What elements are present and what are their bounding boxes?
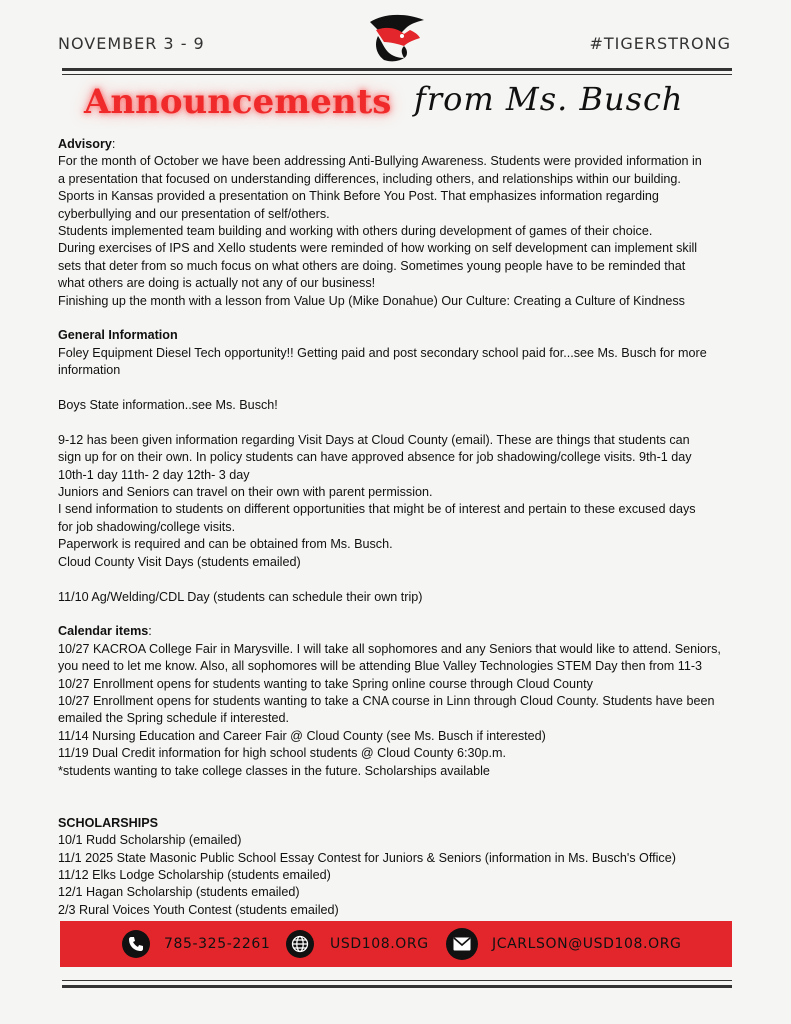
advisory-line: what others are doing is actually not any of our business! — [58, 276, 376, 291]
email-contact[interactable] — [446, 929, 681, 959]
visit-line: Cloud County Visit Days (students emailed) — [58, 554, 301, 569]
calendar-body — [58, 641, 738, 780]
scholarship-item: 12/1 Hagan Scholarship (students emailed) — [58, 885, 300, 900]
advisory-line: Sports in Kansas provided a presentation on Think Before You Post. That emphasizes information regarding — [58, 189, 659, 204]
calendar-item: you need to let me know. Also, all sophomores will be attending Blue Valley Technologies STEM Day then from 11-3 — [58, 659, 703, 674]
date-label: NOVEMBER 3 - 9 — [58, 34, 205, 53]
scholarships-body — [58, 832, 738, 919]
calendar-item: 11/14 Nursing Education and Career Fair @ Cloud County (see Ms. Busch if interested) — [58, 728, 546, 743]
visit-days-paragraph — [58, 432, 738, 571]
visit-line: I send information to students on different opportunities that might be of interest and pertain to these excused days — [58, 502, 696, 517]
hashtag-label: #TIGERSTRONG — [589, 34, 731, 53]
visit-line: 10th-1 day 11th- 2 day 12th- 3 day — [58, 467, 250, 482]
bottom-rule-thick — [62, 985, 732, 988]
globe-icon — [286, 930, 314, 958]
scholarship-item: 11/12 Elks Lodge Scholarship (students emailed) — [58, 867, 331, 882]
phone-number[interactable]: 785-325-2261 — [164, 936, 271, 952]
advisory-line: Students implemented team building and working with others during development of games of their choice. — [58, 224, 653, 239]
calendar-item: 10/27 Enrollment opens for students wanting to take Spring online course through Cloud County — [58, 676, 593, 691]
foley-paragraph — [58, 345, 738, 380]
scholarship-item: 2/3 Rural Voices Youth Contest (students emailed) — [58, 902, 339, 917]
envelope-icon — [446, 928, 478, 960]
advisory-line: For the month of October we have been addressing Anti-Bullying Awareness. Students were provided information in — [58, 154, 702, 169]
calendar-item: *students wanting to take college classes in the future. Scholarships available — [58, 763, 490, 778]
advisory-heading-line: Advisory: — [58, 137, 116, 151]
advisory-body — [58, 153, 738, 310]
ag-day-line: 11/10 Ag/Welding/CDL Day (students can schedule their own trip) — [58, 589, 423, 604]
title-row — [84, 78, 724, 128]
phone-icon — [122, 930, 150, 958]
boys-state-line: Boys State information..see Ms. Busch! — [58, 398, 278, 413]
visit-line: sign up for on their own. In policy students can have approved absence for job shadowing/college visits. 9th-1 day — [58, 450, 692, 465]
announcement-content — [58, 136, 738, 919]
announcements-title: Announcements — [84, 82, 392, 122]
advisory-line: sets that deter from so much focus on what others are doing. Sometimes young people have to be reminded that — [58, 258, 686, 273]
website-contact[interactable] — [286, 929, 429, 959]
visit-line: 9-12 has been given information regarding Visit Days at Cloud County (email). These are things that students can — [58, 432, 690, 447]
foley-line: information — [58, 363, 121, 378]
scholarships-heading: SCHOLARSHIPS — [58, 815, 159, 830]
calendar-item: 11/19 Dual Credit information for high school students @ Cloud County 6:30p.m. — [58, 746, 506, 761]
calendar-item: 10/27 Enrollment opens for students wanting to take a CNA course in Linn through Cloud County. Students have been — [58, 693, 715, 708]
calendar-heading: Calendar items — [58, 624, 149, 639]
tiger-logo — [364, 12, 428, 64]
scholarship-item: 11/1 2025 State Masonic Public School Essay Contest for Juniors & Seniors (information in Ms. Busch's Office) — [58, 850, 676, 865]
advisory-line: cyberbullying and our presentation of self/others. — [58, 206, 330, 221]
calendar-item: emailed the Spring schedule if interested. — [58, 711, 290, 726]
advisory-line: During exercises of IPS and Xello students were reminded of how working on self development can implement skill — [58, 241, 698, 256]
phone-contact[interactable] — [122, 929, 270, 959]
top-rule-thick — [62, 68, 732, 71]
general-heading: General Information — [58, 328, 178, 343]
calendar-item: 10/27 KACROA College Fair in Marysville. I will take all sophomores and any Seniors that would like to attend. Seniors, — [58, 641, 721, 656]
visit-line: Juniors and Seniors can travel on their own with parent permission. — [58, 485, 433, 500]
contact-bar — [60, 921, 732, 967]
top-rule-thin — [62, 74, 732, 75]
advisory-heading: Advisory — [58, 137, 112, 151]
email-link[interactable]: JCARLSON@USD108.ORG — [492, 936, 682, 952]
foley-line: Foley Equipment Diesel Tech opportunity!! Getting paid and post secondary school paid for...see Ms. Busch for more — [58, 345, 707, 360]
advisory-line: Finishing up the month with a lesson from Value Up (Mike Donahue) Our Culture: Creating a Culture of Kindness — [58, 293, 685, 308]
script-subtitle: from Ms. Busch — [414, 80, 684, 118]
scholarship-item: 10/1 Rudd Scholarship (emailed) — [58, 833, 242, 848]
visit-line: for job shadowing/college visits. — [58, 519, 236, 534]
visit-line: Paperwork is required and can be obtained from Ms. Busch. — [58, 537, 393, 552]
advisory-line: a presentation that focused on understanding differences, including others, and relationships within our building. — [58, 171, 681, 186]
website-link[interactable]: USD108.ORG — [330, 936, 429, 952]
bottom-rule-thin — [62, 980, 732, 981]
calendar-heading-line: Calendar items: — [58, 624, 152, 639]
